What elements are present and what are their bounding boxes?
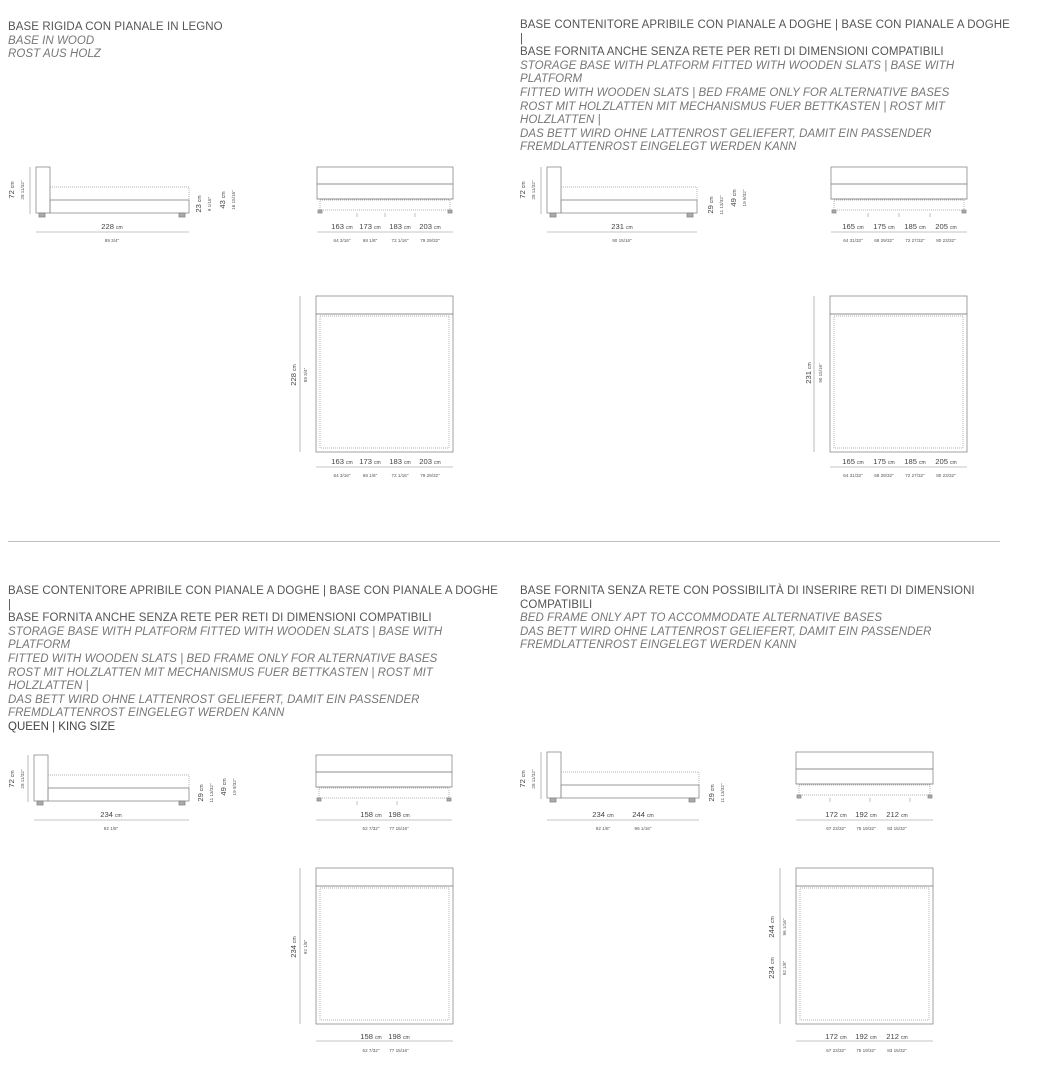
d3-plan-length-in: 92 1/8" [303, 939, 308, 955]
d4-length-in: 92 1/8" [595, 826, 611, 831]
d1-side-base [50, 200, 189, 213]
d2-side-headboard [547, 167, 561, 213]
d3-side-foot [179, 801, 185, 805]
d4-front-headboard-top [796, 752, 933, 769]
d2-front-base [834, 200, 964, 210]
d1-base-height-in: 9 1/16" [207, 196, 212, 212]
d4-side-mattress [561, 772, 699, 785]
section-title-2: BASE FORNITA ANCHE SENZA RETE PER RETI DI DIMENSIONI COMPATIBILI [8, 612, 432, 625]
d1-plan-headboard [316, 296, 453, 314]
d4-side-headboard [547, 752, 561, 798]
d4-plan-length-in: 92 1/8" [782, 960, 787, 976]
d3-plan-width-in: 62 7/32" [362, 1048, 380, 1053]
d4-length: 234 cm [592, 810, 614, 819]
d2-seat-height: 49 cm [729, 189, 738, 207]
d4-plan-width-in: 75 19/32" [856, 1048, 876, 1053]
d2-plan-headboard [830, 296, 967, 314]
d4-front-foot [797, 795, 801, 798]
d4-width: 172 cm [825, 810, 847, 819]
d1-plan-mattress [320, 316, 449, 448]
d3-front-base [319, 788, 449, 798]
d3-height-total-in: 28 11/32" [20, 769, 25, 789]
section-line-de: FREMDLATTENROST EINGELEGT WERDEN KANN [8, 707, 285, 720]
d3-plan-width: 198 cm [388, 1032, 410, 1041]
section-title: BASE CONTENITORE APRIBILE CON PIANALE A DOGHE | BASE CON PIANALE A DOGHE | [8, 585, 498, 611]
d2-side-foot [687, 213, 693, 217]
d2-plan-width: 165 cm [842, 457, 864, 466]
d2-front-foot [832, 210, 836, 213]
d2-side-base [561, 200, 697, 213]
d2-front-headboard-top [831, 167, 967, 184]
drawing-layer [7, 167, 967, 1053]
d4-front-headboard-low [796, 769, 933, 784]
section-line-en: BED FRAME ONLY APT TO ACCOMMODATE ALTERNATIVE BASES [520, 612, 883, 625]
section-line-de: DAS BETT WIRD OHNE LATTENROST GELIEFERT, DAMIT EIN PASSENDER [520, 127, 932, 140]
d3-plan-frame [316, 886, 453, 1024]
d2-plan-width: 175 cm [873, 457, 895, 466]
d3-side-mattress [48, 775, 189, 788]
d1-height-total-in: 28 11/32" [20, 180, 25, 200]
d4-plan-mattress [800, 888, 929, 1020]
d2-width-in: 64 31/32" [843, 238, 863, 243]
d1-length-in: 89 3/4" [104, 238, 120, 243]
d1-plan-frame [316, 314, 453, 452]
section-line-de: ROST AUS HOLZ [8, 48, 101, 61]
d2-height-total-in: 28 11/32" [531, 180, 536, 200]
d1-front-foot [318, 210, 322, 213]
d3-front-headboard-top [316, 755, 452, 772]
d2-side-foot [550, 213, 556, 217]
d3-length-in: 92 1/8" [103, 826, 119, 831]
d2-height-total: 72 cm [518, 181, 527, 199]
section-line-en: FITTED WITH WOODEN SLATS | BED FRAME ONLY FOR ALTERNATIVE BASES [520, 86, 950, 99]
section-title: BASE CONTENITORE APRIBILE CON PIANALE A DOGHE | BASE CON PIANALE A DOGHE | [520, 19, 1010, 45]
d3-base-height: 29 cm [196, 784, 205, 802]
d1-length: 228 cm [101, 222, 123, 231]
d2-base-height-in: 11 13/32" [719, 195, 724, 215]
d4-base-height: 29 cm [707, 784, 716, 802]
d4-width-in: 83 15/32" [887, 826, 907, 831]
d4-plan-width: 172 cm [825, 1032, 847, 1041]
section-title: BASE FORNITA SENZA RETE CON POSSIBILITÀ DI INSERIRE RETI DI DIMENSIONI [520, 585, 975, 597]
d1-plan-width: 183 cm [389, 457, 411, 466]
d1-seat-height-in: 16 15/16" [231, 190, 236, 210]
d3-side-foot [37, 801, 43, 805]
d1-side-mattress [50, 187, 189, 200]
d1-plan-width-in: 79 29/32" [420, 473, 440, 478]
section-title-2: BASE FORNITA ANCHE SENZA RETE PER RETI DI DIMENSIONI COMPATIBILI [520, 46, 944, 59]
d3-front-foot [447, 798, 451, 801]
d2-plan-width-in: 72 27/32" [905, 473, 925, 478]
d3-width-in: 62 7/32" [362, 826, 380, 831]
d1-front-headboard-low [317, 184, 453, 199]
d4-width-in: 75 19/32" [856, 826, 876, 831]
d2-length: 231 cm [611, 222, 633, 231]
d4-plan-width-in: 67 23/32" [826, 1048, 846, 1053]
section-line-en: STORAGE BASE WITH PLATFORM FITTED WITH WOODEN SLATS | BASE WITH PLATFORM [520, 59, 955, 86]
d4-width-in: 67 23/32" [826, 826, 846, 831]
d1-width-in: 68 1/8" [362, 238, 378, 243]
section-line-de: FREMDLATTENROST EINGELEGT WERDEN KANN [520, 639, 797, 652]
d2-plan-frame [830, 314, 967, 452]
d1-height-total: 72 cm [7, 181, 16, 199]
d1-side-foot [179, 213, 185, 217]
d4-plan-length: 234 cm [767, 957, 776, 979]
d3-height-total: 72 cm [7, 770, 16, 788]
d4-plan-headboard [796, 868, 933, 886]
d2-front-foot [962, 210, 966, 213]
d4-base-height-in: 11 13/32" [720, 783, 725, 803]
d1-side-foot [39, 213, 45, 217]
d3-length: 234 cm [100, 810, 122, 819]
d2-width: 205 cm [935, 222, 957, 231]
d2-width-in: 72 27/32" [905, 238, 925, 243]
d1-width: 203 cm [419, 222, 441, 231]
d1-side-headboard [36, 167, 50, 213]
d3-plan-headboard [316, 868, 453, 886]
d1-front-base [320, 200, 450, 210]
d1-plan-width-in: 64 3/16" [333, 473, 351, 478]
d1-plan-width-in: 72 1/16" [391, 473, 409, 478]
d2-plan-width-in: 68 29/32" [874, 473, 894, 478]
d2-plan-width-in: 64 31/32" [843, 473, 863, 478]
d3-plan-width-in: 77 15/16" [389, 1048, 409, 1053]
d3-width-in: 77 15/16" [389, 826, 409, 831]
d4-front-foot [928, 795, 932, 798]
section-title: BASE RIGIDA CON PIANALE IN LEGNO [8, 21, 223, 33]
d4-height-total-in: 28 11/32" [531, 769, 536, 789]
section-line-en: FITTED WITH WOODEN SLATS | BED FRAME ONLY FOR ALTERNATIVE BASES [8, 652, 438, 665]
section-line-en: BASE IN WOOD [8, 34, 95, 47]
d3-plan-length: 234 cm [289, 936, 298, 958]
d1-width-in: 72 1/16" [391, 238, 409, 243]
d1-width: 163 cm [331, 222, 353, 231]
d1-plan-width: 163 cm [331, 457, 353, 466]
d3-plan-mattress [320, 888, 449, 1020]
d4-plan-width: 212 cm [886, 1032, 908, 1041]
d2-width-in: 80 23/32" [936, 238, 956, 243]
d1-front-headboard-top [317, 167, 453, 184]
d1-front-foot [448, 210, 452, 213]
d2-width: 165 cm [842, 222, 864, 231]
d1-width: 173 cm [359, 222, 381, 231]
d1-width-in: 79 29/32" [420, 238, 440, 243]
d4-side-base [561, 785, 699, 798]
d2-plan-width: 205 cm [935, 457, 957, 466]
d4-plan-frame [796, 886, 933, 1024]
section-line-de: DAS BETT WIRD OHNE LATTENROST GELIEFERT, DAMIT EIN PASSENDER [8, 693, 420, 706]
d2-width: 185 cm [904, 222, 926, 231]
d1-plan-width: 173 cm [359, 457, 381, 466]
section-line-de: DAS BETT WIRD OHNE LATTENROST GELIEFERT, DAMIT EIN PASSENDER [520, 625, 932, 638]
d2-plan-width: 185 cm [904, 457, 926, 466]
d2-side-mattress [561, 187, 697, 200]
d1-plan-width-in: 68 1/8" [362, 473, 378, 478]
d3-width: 198 cm [388, 810, 410, 819]
d4-width: 212 cm [886, 810, 908, 819]
d4-plan-width-in: 83 15/32" [887, 1048, 907, 1053]
d1-plan-width: 203 cm [419, 457, 441, 466]
d3-front-headboard-low [316, 772, 452, 787]
d1-width-in: 64 3/16" [333, 238, 351, 243]
d2-plan-width-in: 80 23/32" [936, 473, 956, 478]
d3-side-base [48, 788, 189, 801]
d3-side-headboard [34, 755, 48, 801]
d1-plan-length: 228 cm [289, 364, 298, 386]
d3-seat-height-in: 19 9/32" [232, 778, 237, 796]
size-note: QUEEN | KING SIZE [8, 720, 116, 733]
d3-front-foot [317, 798, 321, 801]
d2-length-in: 90 15/16" [612, 238, 632, 243]
d4-height-total: 72 cm [518, 770, 527, 788]
d4-width: 192 cm [855, 810, 877, 819]
d2-width: 175 cm [873, 222, 895, 231]
d4-side-foot [689, 798, 695, 802]
d3-seat-height: 49 cm [219, 778, 228, 796]
d4-front-base [799, 785, 930, 795]
d3-width: 158 cm [360, 810, 382, 819]
d4-plan-width: 192 cm [855, 1032, 877, 1041]
d2-seat-height-in: 19 9/32" [742, 189, 747, 207]
d2-front-headboard-low [831, 184, 967, 199]
section-line-de: ROST MIT HOLZLATTEN MIT MECHANISMUS FUER BETTKASTEN | ROST MIT HOLZLATTEN | [520, 100, 945, 127]
d4-length-in: 96 1/16" [634, 826, 652, 831]
d2-base-height: 29 cm [706, 196, 715, 214]
d1-seat-height: 43 cm [218, 191, 227, 209]
d1-base-height: 23 cm [194, 195, 203, 213]
d1-plan-length-in: 89 3/4" [303, 367, 308, 383]
d4-plan-length: 244 cm [767, 916, 776, 938]
d4-plan-length-in: 96 1/16" [782, 918, 787, 936]
d4-side-foot [550, 798, 556, 802]
d2-plan-length-in: 90 15/16" [818, 363, 823, 383]
d1-width: 183 cm [389, 222, 411, 231]
d2-plan-mattress [834, 316, 963, 448]
d4-length: 244 cm [632, 810, 654, 819]
d3-plan-width: 158 cm [360, 1032, 382, 1041]
section-line-de: FREMDLATTENROST EINGELEGT WERDEN KANN [520, 141, 797, 154]
d2-plan-length: 231 cm [804, 362, 813, 384]
section-line-de: ROST MIT HOLZLATTEN MIT MECHANISMUS FUER BETTKASTEN | ROST MIT HOLZLATTEN | [8, 666, 433, 693]
d2-width-in: 68 29/32" [874, 238, 894, 243]
section-title-2: COMPATIBILI [520, 598, 593, 611]
section-line-en: STORAGE BASE WITH PLATFORM FITTED WITH WOODEN SLATS | BASE WITH PLATFORM [8, 625, 443, 652]
d3-base-height-in: 11 13/32" [209, 783, 214, 803]
